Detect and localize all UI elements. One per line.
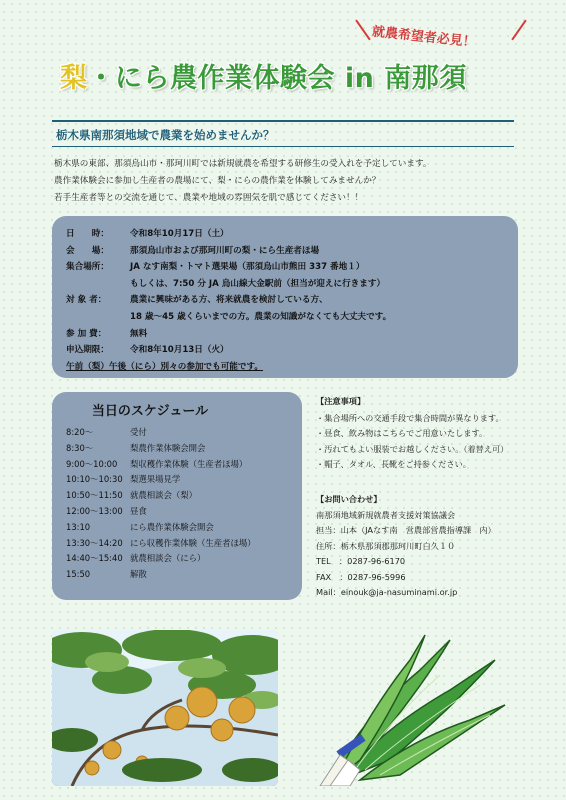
schedule-time: 9:00～10:00 — [66, 458, 118, 469]
notes-item: ・集合場所への交通手段で集合時間が異なります。 — [316, 412, 504, 423]
chive-bundle-image — [300, 630, 520, 786]
schedule-row — [60, 472, 294, 488]
intro-line: 栃木県の東部、那須烏山市・那珂川町では新規就農を希望する研修生の受入れを予定しています。 — [54, 159, 432, 169]
schedule-row — [60, 488, 294, 504]
schedule-time: 8:30～ — [66, 442, 94, 453]
subheading: 栃木県南那須地域で農業を始めませんか？ — [56, 128, 275, 142]
detail-meeting — [66, 259, 504, 276]
details-panel — [52, 216, 518, 378]
detail-note: 午前（梨）午後（にら）別々の参加でも可能です。 — [66, 361, 263, 372]
detail-value: JA なす南梨・トマト選果場（那須烏山市熊田 337 番地１） — [130, 262, 365, 273]
detail-meeting-alt: もしくは、7:50 分 JA 烏山線大金駅前（担当が迎えに行きます） — [130, 278, 386, 289]
tagline-text: 就農希望者必見！ — [371, 24, 477, 51]
notes-section — [316, 394, 526, 473]
detail-label: 会 場： — [66, 245, 109, 256]
detail-value: 無料 — [130, 328, 148, 339]
contact-section — [316, 492, 526, 601]
notes-item: ・汚れてもよい服装でお越しください。（着替え可） — [316, 443, 509, 454]
contact-tel: TEL ：0287-96-6170 — [316, 556, 406, 566]
schedule-row — [60, 457, 294, 473]
schedule-time: 8:20～ — [66, 427, 94, 437]
divider-top — [52, 120, 514, 122]
detail-deadline — [66, 342, 504, 359]
schedule-row — [60, 520, 294, 536]
schedule-event: 梨農作業体験会開会 — [130, 442, 206, 453]
tagline-banner — [352, 12, 532, 51]
page-title — [60, 56, 510, 100]
title-pear: 梨 — [60, 63, 88, 94]
schedule-event: 昼食 — [130, 505, 147, 516]
schedule-event: 就農相談会（にら） — [130, 553, 206, 564]
schedule-event: 梨収穫作業体験（生産者ほ場） — [130, 458, 248, 469]
schedule-row — [60, 567, 294, 583]
schedule-row — [60, 441, 294, 457]
schedule-time: 10:50～11:50 — [66, 490, 123, 501]
schedule-event: 受付 — [130, 427, 147, 437]
intro-line: 若手生産者等との交流を通じて、農業や地域の雰囲気を肌で感じてください！！ — [54, 193, 364, 203]
detail-value: 那須烏山市および那珂川町の梨・にら生産者ほ場 — [130, 245, 320, 256]
contact-address: 住所：栃木県那須郡那珂川町白久１０ — [316, 540, 456, 551]
detail-value: 令和8年10月13日（火） — [130, 345, 229, 356]
intro-text — [54, 156, 524, 207]
detail-venue — [66, 243, 504, 260]
schedule-time: 10:10～10:30 — [66, 474, 123, 485]
detail-target-cont: 18 歳～45 歳くらいまでの方。農業の知識がなくても大丈夫です。 — [130, 311, 392, 322]
detail-label: 申込期限： — [66, 345, 109, 356]
notes-item: ・帽子、タオル、長靴をご持参ください。 — [316, 459, 471, 469]
detail-label: 参 加 費： — [66, 328, 107, 339]
schedule-time: 14:40～15:40 — [66, 553, 123, 564]
contact-fax: FAX ：0287-96-5996 — [316, 571, 406, 582]
contact-person: 担当：山本（JAなす南 営農部営農指導課 内） — [316, 525, 496, 535]
schedule-row — [60, 425, 294, 441]
contact-org: 南那須地域新規就農者支援対策協議会 — [316, 509, 456, 520]
contact-mail[interactable]: Mail：einouk@ja-nasuminami.or.jp — [316, 587, 458, 597]
title-rest: ・にら農作業体験会 in 南那須 — [87, 63, 467, 94]
schedule-event: 梨選果場見学 — [130, 474, 181, 485]
schedule-panel — [52, 392, 302, 600]
pear-tree-image — [52, 630, 278, 786]
schedule-row — [60, 551, 294, 567]
detail-label: 集合場所： — [66, 262, 109, 273]
schedule-event: 就農相談会（梨） — [130, 490, 197, 501]
schedule-event: 解散 — [130, 569, 147, 580]
schedule-time: 13:30～14:20 — [66, 537, 123, 548]
tagline-slash-left — [355, 20, 370, 41]
schedule-time: 12:00～13:00 — [66, 505, 123, 516]
detail-date — [66, 226, 504, 243]
detail-fee — [66, 326, 504, 343]
notes-item: ・昼食、飲み物はこちらでご用意いたします。 — [316, 428, 488, 438]
detail-label: 対 象 者： — [66, 295, 107, 306]
tagline-slash-right — [511, 20, 526, 41]
pear-photo — [52, 630, 278, 786]
detail-target — [66, 292, 504, 309]
schedule-title: 当日のスケジュール — [91, 404, 209, 419]
schedule-event: にら収穫作業体験（生産者ほ場） — [130, 537, 256, 548]
intro-line: 農作業体験会に参加し生産者の農場にて、梨・にらの農作業を体験してみませんか？ — [54, 176, 381, 186]
detail-value: 令和8年10月17日（土） — [130, 229, 229, 239]
schedule-row — [60, 536, 294, 552]
detail-label: 日 時： — [66, 229, 109, 239]
contact-heading: 【お問い合わせ】 — [316, 494, 382, 504]
schedule-list — [60, 425, 294, 583]
schedule-event: にら農作業体験会開会 — [130, 521, 214, 532]
schedule-time: 15:50 — [66, 569, 91, 580]
notes-heading: 【注意事項】 — [316, 396, 366, 406]
divider-mid — [52, 146, 514, 147]
chive-illustration — [300, 630, 520, 786]
schedule-time: 13:10 — [66, 521, 91, 532]
schedule-row — [60, 504, 294, 520]
detail-value: 農業に興味がある方、将来就農を検討している方、 — [130, 295, 328, 306]
